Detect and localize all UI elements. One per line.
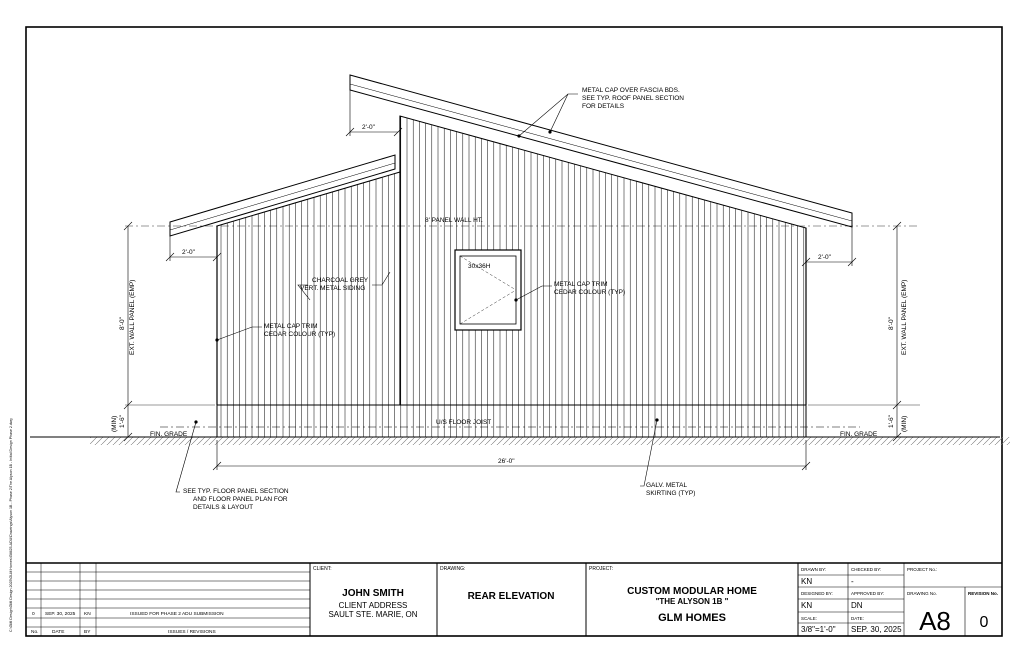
dim-overhang-left: 2'-0" <box>182 249 195 256</box>
note-fascia-1: METAL CAP OVER FASCIA BDS. <box>582 87 680 94</box>
dim-overhang-top: 2'-0" <box>362 124 375 131</box>
note-trim-window-1: METAL CAP TRIM <box>554 281 608 288</box>
revision-date: SEP. 30, 2025 <box>45 612 76 617</box>
checked-by: - <box>851 577 854 586</box>
revision-header-by: BY <box>84 630 91 635</box>
dim-overhang-right: 2'-0" <box>818 254 831 261</box>
drawing-label: DRAWING: <box>440 566 466 572</box>
dim-skirt-left-sub: (MIN) <box>111 415 118 432</box>
drawn-by-label: DRAWN BY: <box>801 567 827 572</box>
window <box>455 250 521 330</box>
checked-by-label: CHECKED BY: <box>851 567 882 572</box>
revision-by: KN <box>84 612 91 617</box>
date-label: DATE: <box>851 616 864 621</box>
designed-by-label: DESIGNED BY: <box>801 591 833 596</box>
dim-wall-height-left-sub: EXT. WALL PANEL (EMP) <box>129 279 136 355</box>
scale-value: 3/8"=1'-0" <box>801 625 836 634</box>
project-label: PROJECT: <box>589 566 614 572</box>
revision-desc: ISSUED FOR PHASE 2 ADU SUBMISSION <box>130 612 224 617</box>
drawing-no: A8 <box>919 606 951 636</box>
dim-skirt-right: 1'-6" <box>888 415 895 428</box>
revisions-table <box>31 611 224 635</box>
note-skirting-2: SKIRTING (TYP) <box>646 490 696 497</box>
note-fascia-2: SEE TYP. ROOF PANEL SECTION <box>582 95 684 102</box>
project-line1: CUSTOM MODULAR HOME <box>627 586 757 597</box>
revision-header-desc: ISSUES / REVISIONS <box>168 630 216 635</box>
revision-header-date: DATE <box>52 630 65 635</box>
date-value: SEP. 30, 2025 <box>851 625 902 634</box>
fin-grade-left-label: FIN. GRADE <box>150 431 188 438</box>
window-size-label: 30x36H <box>468 263 491 270</box>
finish-grade <box>30 437 1010 445</box>
dim-overall-width: 26'-0" <box>498 458 515 465</box>
revision-header-no: No. <box>31 630 39 635</box>
skirting <box>160 405 860 437</box>
note-siding-1: CHARCOAL GREY <box>312 277 369 284</box>
approved-by-label: APPROVED BY: <box>851 591 885 596</box>
dim-wall-height-right: 8'-0" <box>888 317 895 330</box>
drawing-no-label: DRAWING No. <box>907 591 937 596</box>
note-trim-left-1: METAL CAP TRIM <box>264 323 318 330</box>
revision-no: 0 <box>32 612 35 617</box>
dim-wall-height-left: 8'-0" <box>119 317 126 330</box>
project-line2: "THE ALYSON 1B " <box>655 597 729 606</box>
note-trim-left-2: CEDAR COLOUR (TYP) <box>264 331 336 338</box>
dim-skirt-right-sub: (MIN) <box>901 415 908 432</box>
panel-wall-ht-label: 8' PANEL WALL HT. <box>425 217 483 224</box>
note-floor-2: AND FLOOR PANEL PLAN FOR <box>193 496 288 503</box>
dim-skirt-left: 1'-6" <box>119 415 126 428</box>
fin-grade-right-label: FIN. GRADE <box>840 431 878 438</box>
client-label: CLIENT: <box>313 566 332 572</box>
note-trim-window-2: CEDAR COLOUR (TYP) <box>554 289 626 296</box>
project-no-label: PROJECT No.: <box>907 567 938 572</box>
note-fascia-3: FOR DETAILS <box>582 103 625 110</box>
note-skirting-1: GALV. METAL <box>646 482 688 489</box>
drawn-by: KN <box>801 577 813 586</box>
client-address1: CLIENT ADDRESS <box>338 601 408 610</box>
revision-no-value: 0 <box>979 614 989 631</box>
client-address2: SAULT STE. MARIE, ON <box>328 610 418 619</box>
project-line3: GLM HOMES <box>658 612 726 624</box>
client-name: JOHN SMITH <box>342 588 404 599</box>
designed-by: KN <box>801 601 813 610</box>
note-siding-2: VERT. METAL SIDING <box>300 285 366 292</box>
title-block-info <box>801 567 998 636</box>
note-floor-1: SEE TYP. FLOOR PANEL SECTION <box>183 488 289 495</box>
title-block-main <box>313 566 757 624</box>
note-floor-3: DETAILS & LAYOUT <box>193 504 254 511</box>
drawing-title: REAR ELEVATION <box>467 591 555 602</box>
approved-by: DN <box>851 601 863 610</box>
floor-joist-label: U/S FLOOR JOIST <box>436 419 492 426</box>
revision-no-label: REVISION No. <box>968 591 999 596</box>
dim-wall-height-right-sub: EXT. WALL PANEL (EMP) <box>901 279 908 355</box>
file-path: C:\GMI Design\GMI Design 2025\GLM Homes\GMI25-ADU\Drawings\Alyson 1B - Phase 2\The Alyson 1B - Initial Design Phase 2.dwg <box>9 418 13 632</box>
scale-label: SCALE: <box>801 616 818 621</box>
